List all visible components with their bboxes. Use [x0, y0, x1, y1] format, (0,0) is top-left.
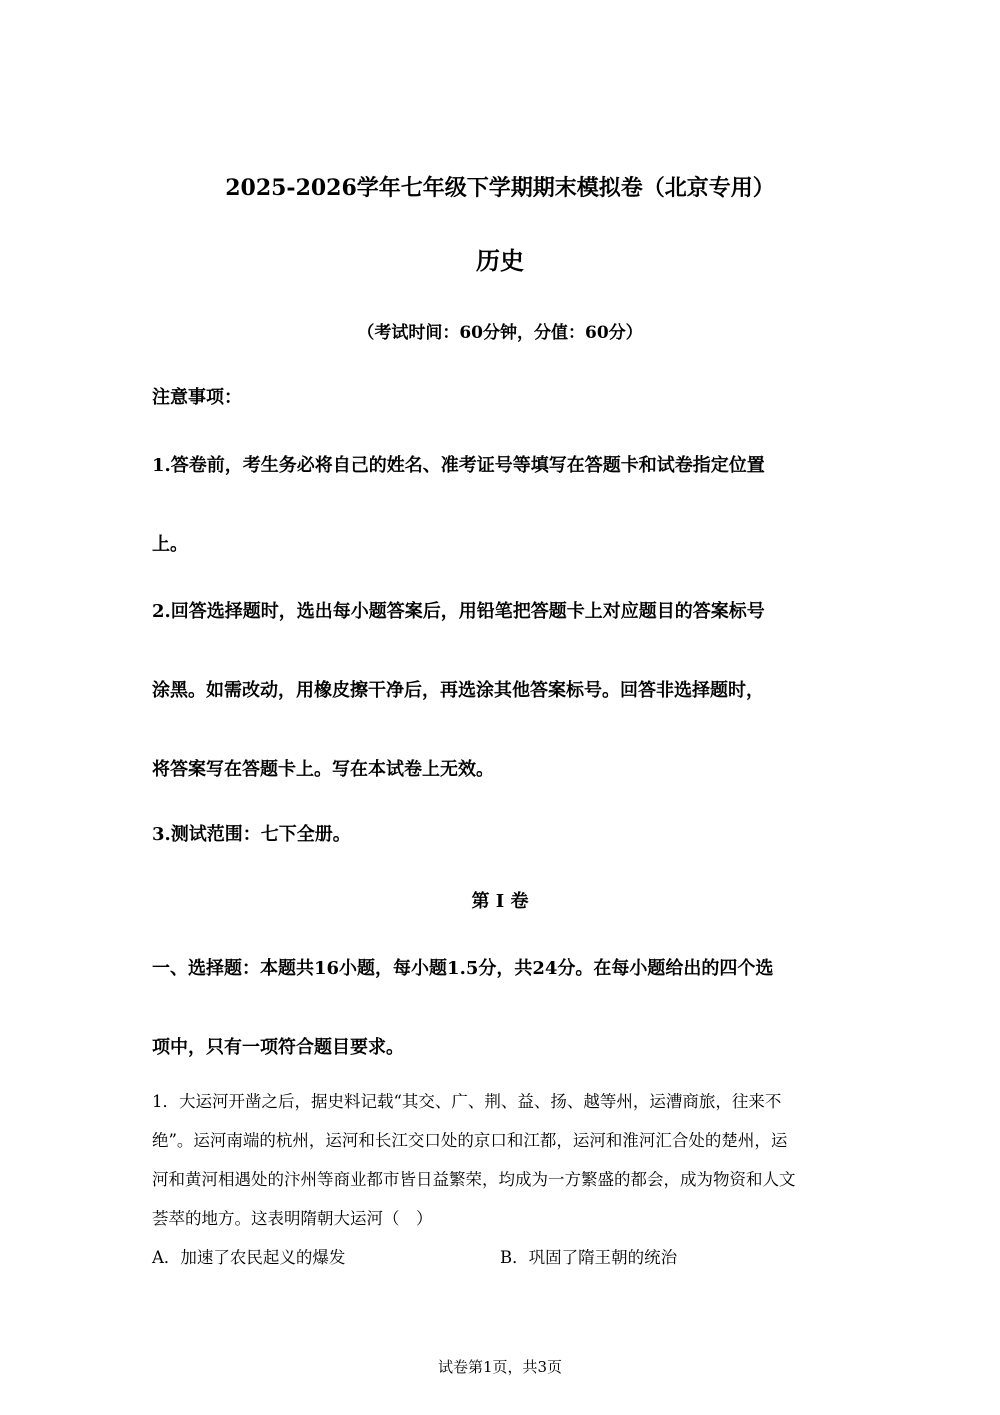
page-footer: 试卷第1页，共3页: [437, 1358, 563, 1376]
notes-heading: 注意事项：: [152, 387, 242, 408]
note-line: 涂黑。如需改动，用橡皮擦干净后，再选涂其他答案标号。回答非选择题时，: [152, 680, 764, 701]
part-label: 第 I 卷: [471, 891, 529, 912]
option-b: B．巩固了隋王朝的统治: [500, 1248, 678, 1267]
exam-title: 2025-2026学年七年级下学期期末模拟卷（北京专用）: [225, 175, 775, 201]
option-a: A．加速了农民起义的爆发: [152, 1248, 346, 1267]
note-line: 1.答卷前，考生务必将自己的姓名、准考证号等填写在答题卡和试卷指定位置: [152, 455, 765, 476]
question-line: 荟萃的地方。这表明隋朝大运河（ ）: [152, 1209, 433, 1228]
subject-title: 历史: [476, 246, 524, 275]
note-line: 将答案写在答题卡上。写在本试卷上无效。: [152, 759, 494, 780]
note-line: 上。: [152, 534, 188, 555]
section-instructions: 项中，只有一项符合题目要求。: [152, 1037, 404, 1058]
section-instructions: 一、选择题：本题共16小题，每小题1.5分，共24分。在每小题给出的四个选: [152, 958, 774, 979]
note-line: 2.回答选择题时，选出每小题答案后，用铅笔把答题卡上对应题目的答案标号: [152, 601, 765, 622]
note-line: 3.测试范围：七下全册。: [152, 824, 351, 845]
question-line: 1．大运河开凿之后，据史料记载“其交、广、荆、益、扬、越等州，运漕商旅，往来不: [152, 1092, 782, 1111]
question-line: 河和黄河相遇处的汴州等商业都市皆日益繁荣，均成为一方繁盛的都会，成为物资和人文: [152, 1170, 796, 1189]
exam-info: （考试时间：60分钟，分值：60分）: [357, 323, 643, 343]
question-line: 绝”。运河南端的杭州，运河和长江交口处的京口和江都，运河和淮河汇合处的楚州，运: [152, 1131, 788, 1150]
